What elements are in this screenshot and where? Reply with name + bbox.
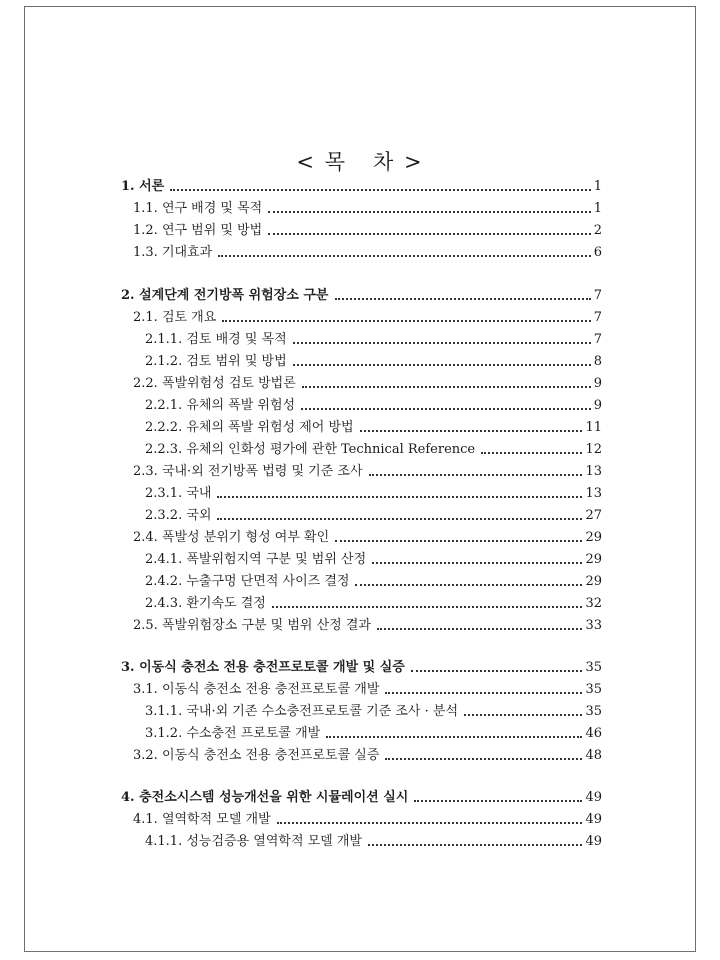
toc-entry-label: 2. 설계단계 전기방폭 위험장소 구분	[121, 288, 329, 303]
toc-entry-label: 2.4. 폭발성 분위기 형성 여부 확인	[133, 530, 330, 545]
toc-entry-label: 2.4.3. 환기속도 결정	[145, 596, 266, 611]
toc-entry-label: 2.1. 검토 개요	[133, 310, 217, 325]
toc-page-number: 46	[585, 726, 602, 741]
toc-entry-label: 4. 충전소시스템 성능개선을 위한 시뮬레이션 실시	[121, 790, 409, 805]
toc-page-number: 29	[585, 574, 602, 589]
toc-page-number: 9	[593, 398, 602, 413]
toc-leader-dots	[217, 496, 582, 498]
toc-leader-dots	[268, 233, 590, 235]
toc-leader-dots	[369, 474, 583, 476]
toc-entry-label: 1.2. 연구 범위 및 방법	[133, 223, 263, 238]
toc-entry	[133, 197, 602, 217]
toc-entry-label: 2.4.2. 누출구멍 단면적 사이즈 결정	[145, 574, 350, 589]
toc-entry	[133, 460, 602, 480]
toc-entry-label: 2.2.2. 유체의 폭발 위험성 제어 방법	[145, 420, 354, 435]
toc-leader-dots	[218, 255, 591, 257]
toc-page-number: 48	[585, 748, 602, 763]
toc-leader-dots	[411, 670, 583, 672]
toc-leader-dots	[326, 736, 582, 738]
toc-entry	[145, 350, 602, 370]
toc-entry	[145, 722, 602, 742]
page-title: < 목 차 >	[296, 150, 424, 174]
toc-entry	[133, 614, 602, 634]
toc-leader-dots	[293, 342, 591, 344]
toc-entry-label: 2.3.2. 국외	[145, 508, 212, 523]
toc-page-number: 29	[585, 552, 602, 567]
toc-page-number: 1	[593, 179, 602, 194]
toc-entry	[133, 306, 602, 326]
toc-entry	[133, 744, 602, 764]
toc-entry-label: 2.2.3. 유체의 인화성 평가에 관한 Technical Reference	[145, 442, 476, 457]
toc-page-number: 6	[593, 245, 602, 260]
toc-leader-dots	[372, 562, 582, 564]
toc-page-number: 13	[585, 464, 602, 479]
toc-entry-label: 1.1. 연구 배경 및 목적	[133, 201, 263, 216]
toc-chapter-entry	[121, 175, 602, 195]
toc-leader-dots	[293, 364, 591, 366]
toc-entry-label: 3.1.2. 수소충전 프로토콜 개발	[145, 726, 321, 741]
toc-chapter-entry	[121, 284, 602, 304]
toc-entry	[145, 830, 602, 850]
toc-entry-label: 2.2.1. 유체의 폭발 위험성	[145, 398, 296, 413]
toc-leader-dots	[360, 430, 583, 432]
toc-entry-label: 3.2. 이동식 충전소 전용 충전프로토콜 실증	[133, 748, 380, 763]
toc-entry	[133, 526, 602, 546]
toc-entry-label: 4.1. 열역학적 모델 개발	[133, 812, 271, 827]
toc-entry	[145, 700, 602, 720]
toc-leader-dots	[272, 606, 583, 608]
toc-page-number: 35	[585, 682, 602, 697]
toc-page-number: 33	[585, 618, 602, 633]
toc-page-number: 29	[585, 530, 602, 545]
toc-entry-label: 4.1.1. 성능검증용 열역학적 모델 개발	[145, 834, 362, 849]
toc-entry	[145, 328, 602, 348]
toc-page-number: 12	[585, 442, 602, 457]
toc-page-number: 7	[593, 310, 602, 325]
toc-leader-dots	[385, 692, 582, 694]
toc-page-number: 1	[593, 201, 602, 216]
toc-leader-dots	[385, 758, 582, 760]
toc-page-number: 11	[585, 420, 602, 435]
toc-entry	[133, 241, 602, 261]
toc-entry-label: 2.3. 국내·외 전기방폭 법령 및 기준 조사	[133, 464, 363, 479]
toc-entry	[133, 372, 602, 392]
toc-entry	[145, 394, 602, 414]
toc-page-number: 27	[585, 508, 602, 523]
toc-leader-dots	[335, 540, 582, 542]
toc-page-number: 7	[593, 332, 602, 347]
toc-entry	[145, 548, 602, 568]
toc-leader-dots	[481, 452, 582, 454]
toc-page-number: 49	[585, 812, 602, 827]
toc-page-number: 35	[585, 704, 602, 719]
toc-entry	[145, 438, 602, 458]
toc-page-number: 7	[593, 288, 602, 303]
toc-page-number: 32	[585, 596, 602, 611]
toc-leader-dots	[355, 584, 582, 586]
toc-entry-label: 2.4.1. 폭발위험지역 구분 및 범위 산정	[145, 552, 367, 567]
toc-page-number: 9	[593, 376, 602, 391]
toc-entry	[145, 416, 602, 436]
toc-entry-label: 1.3. 기대효과	[133, 245, 213, 260]
toc-leader-dots	[377, 628, 582, 630]
toc-page-number: 8	[593, 354, 602, 369]
toc-leader-dots	[277, 822, 583, 824]
toc-leader-dots	[170, 189, 591, 191]
toc-entry-label: 2.5. 폭발위험장소 구분 및 범위 산정 결과	[133, 618, 371, 633]
toc-entry-label: 3. 이동식 충전소 전용 충전프로토콜 개발 및 실증	[121, 660, 405, 675]
toc-page-number: 49	[585, 790, 602, 805]
toc-entry-label: 2.1.2. 검토 범위 및 방법	[145, 354, 287, 369]
toc-entry	[133, 678, 602, 698]
toc-entry-label: 3.1.1. 국내·외 기존 수소충전프로토콜 기준 조사 · 분석	[145, 704, 459, 719]
toc-entry	[133, 219, 602, 239]
toc-entry-label: 2.2. 폭발위험성 검토 방법론	[133, 376, 296, 391]
toc-leader-dots	[268, 211, 590, 213]
toc-leader-dots	[464, 714, 582, 716]
toc-leader-dots	[368, 844, 582, 846]
toc-page-number: 49	[585, 834, 602, 849]
toc-leader-dots	[302, 386, 591, 388]
toc-entry-label: 2.1.1. 검토 배경 및 목적	[145, 332, 287, 347]
toc-page-number: 2	[593, 223, 602, 238]
toc-leader-dots	[335, 298, 591, 300]
toc-entry-label: 1. 서론	[121, 179, 165, 194]
toc-entry	[145, 482, 602, 502]
toc-entry	[145, 504, 602, 524]
toc-leader-dots	[222, 320, 590, 322]
toc-entry	[133, 808, 602, 828]
toc-page-number: 13	[585, 486, 602, 501]
toc-entry	[145, 592, 602, 612]
toc-chapter-entry	[121, 656, 602, 676]
toc-entry-label: 2.3.1. 국내	[145, 486, 212, 501]
toc-entry	[145, 570, 602, 590]
toc-chapter-entry	[121, 786, 602, 806]
toc-entry-label: 3.1. 이동식 충전소 전용 충전프로토콜 개발	[133, 682, 380, 697]
toc-leader-dots	[301, 408, 591, 410]
toc-leader-dots	[414, 800, 582, 802]
toc-leader-dots	[217, 518, 582, 520]
toc-page-number: 35	[585, 660, 602, 675]
